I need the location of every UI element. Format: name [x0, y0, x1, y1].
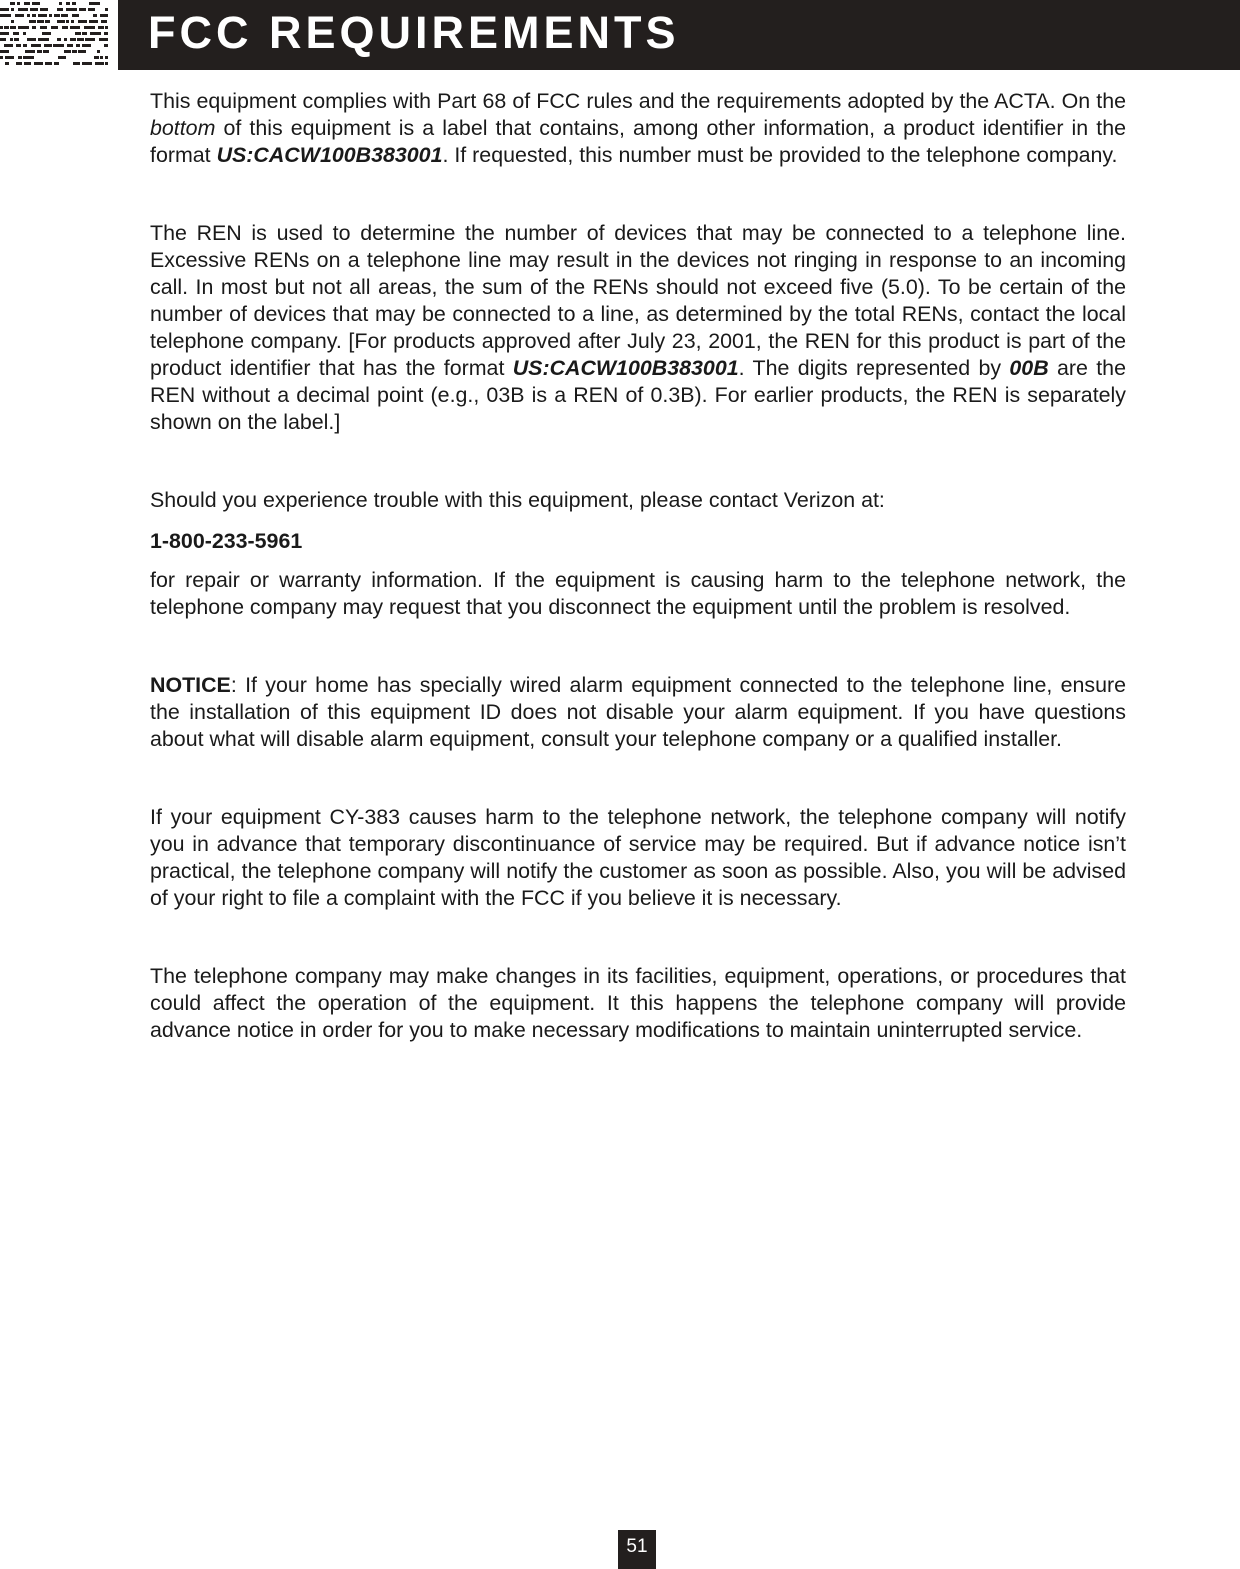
text-run: of this equipment is a label that contains, among other information, a product identifier in the format: [150, 116, 1126, 167]
ren-digits: 00B: [1009, 356, 1049, 380]
product-identifier: US:CACW100B383001: [216, 143, 443, 167]
product-identifier: US:CACW100B383001: [512, 356, 739, 380]
paragraph-repair: for repair or warranty information. If the equipment is causing harm to the telephone network, the telephone company may request that you disconnect the equipment until the problem is resolved.: [150, 568, 1126, 619]
header-pattern-graphic: [0, 0, 110, 70]
paragraph-notice: [150, 672, 1126, 753]
page-number: 51: [618, 1530, 656, 1569]
text-run: are the REN without a decimal point (e.g., 03B is a REN of 0.3B). For earlier products, the REN is separately shown on the label.]: [150, 356, 1126, 434]
text-run: . If requested, this number must be provided to the telephone company.: [442, 143, 1118, 167]
phone-number: 1-800-233-5961: [150, 529, 303, 553]
text-run: This equipment complies with Part 68 of FCC rules and the requirements adopted by the ACTA. On the: [150, 89, 1126, 113]
page-title: FCC REQUIREMENTS: [148, 7, 680, 58]
text-run: The REN is used to determine the number of devices that may be connected to a telephone line. Excessive RENs on a telephone line may result in the devices not ringing in response to an incoming call. In most but not all areas, the sum of the RENs should not exceed five (5.0). To be certain of the number of devices that may be connected to a line, as determined by the total RENs, contact the local telephone company. [For products approved after July 23, 2001, the REN for this product is part of the product identifier that has the format: [150, 221, 1126, 380]
paragraph-ren: [150, 220, 1126, 436]
paragraph-contact: Should you experience trouble with this equipment, please contact Verizon at:: [150, 488, 885, 512]
text-run: : If your home has specially wired alarm equipment connected to the telephone line, ensure the installation of this equipment ID does not disable your alarm equipment. If you have questions about what will disable alarm equipment, consult your telephone company or a qualified installer.: [150, 673, 1126, 751]
notice-label: NOTICE: [150, 673, 231, 697]
document-body: [150, 88, 1126, 1044]
text-run-italic: bottom: [150, 116, 216, 140]
paragraph-changes: The telephone company may make changes in its facilities, equipment, operations, or procedures that could affect the operation of the equipment. It this happens the telephone company will provide advance notice in order for you to make necessary modifications to maintain uninterrupted service.: [150, 964, 1126, 1042]
paragraph-harm: If your equipment CY-383 causes harm to the telephone network, the telephone company will notify you in advance that temporary discontinuance of service may be required. But if advance notice isn’t practical, the telephone company will notify the customer as soon as possible. Also, you will be advised of your right to file a complaint with the FCC if you believe it is necessary.: [150, 805, 1126, 910]
paragraph-fcc-part68: [150, 88, 1126, 169]
text-run: . The digits represented by: [738, 356, 1010, 380]
